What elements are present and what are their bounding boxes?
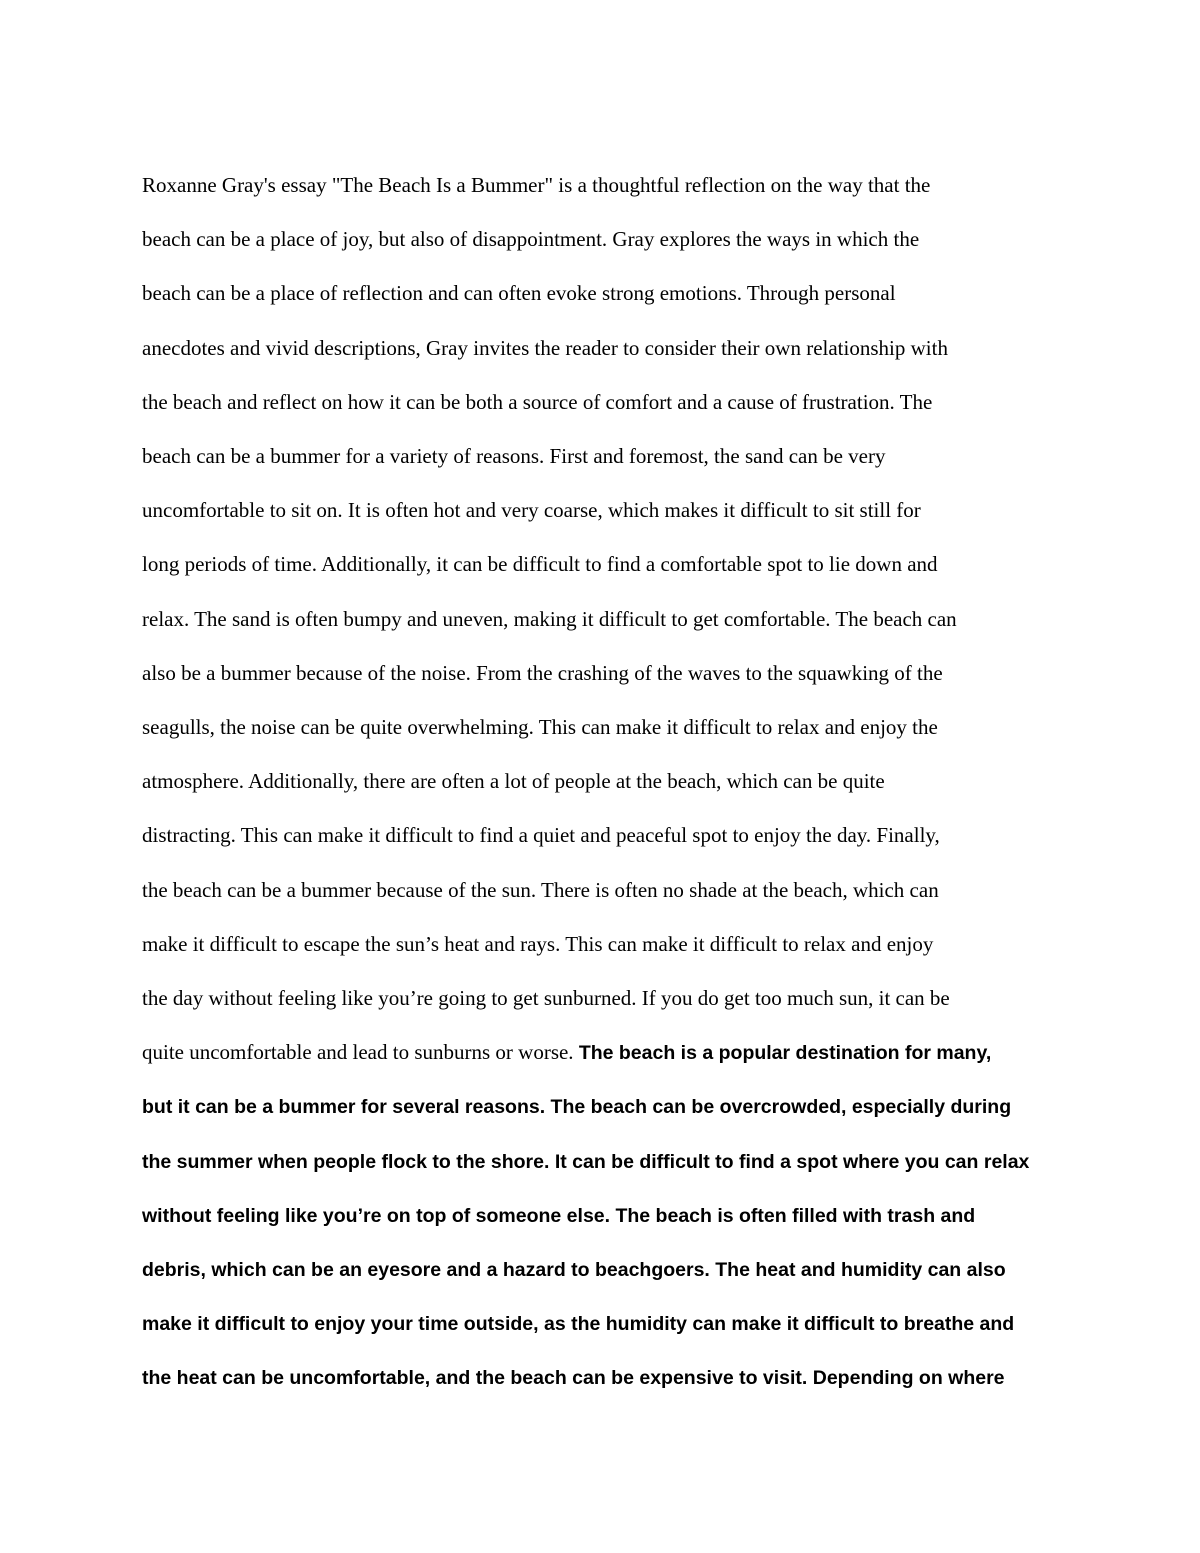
- text-line: [142, 983, 950, 1013]
- text-run: beach can be a place of joy, but also of disappointment. Gray explores the ways in which the: [142, 227, 920, 252]
- text-run: the beach and reflect on how it can be both a source of comfort and a cause of frustration. The: [142, 389, 933, 414]
- text-line: [142, 604, 957, 634]
- text-run: anecdotes and vivid descriptions, Gray invites the reader to consider their own relationship with: [142, 335, 948, 360]
- text-run: Roxanne Gray's essay "The Beach Is a Bummer" is a thoughtful reflection on the way that the: [142, 173, 931, 197]
- text-line: [142, 1200, 975, 1231]
- text-run: atmosphere. Additionally, there are often a lot of people at the beach, which can be quite: [142, 769, 885, 794]
- text-run: make it difficult to escape the sun’s heat and rays. This can make it difficult to relax and enjoy: [142, 931, 934, 956]
- text-line: [142, 1308, 1014, 1339]
- text-run: the beach can be a bummer because of the sun. There is often no shade at the beach, which can: [142, 877, 939, 902]
- text-run: distracting. This can make it difficult to find a quiet and peaceful spot to enjoy the day. Finally,: [142, 823, 940, 848]
- bold-text-run: the heat can be uncomfortable, and the beach can be expensive to visit. Depending on where: [142, 1367, 1005, 1390]
- text-line: [142, 170, 930, 200]
- text-line: [142, 278, 896, 308]
- text-run: uncomfortable to sit on. It is often hot and very coarse, which makes it difficult to sit still for: [142, 498, 921, 523]
- text-line: [142, 712, 938, 742]
- bold-text-run: debris, which can be an eyesore and a hazard to beachgoers. The heat and humidity can also: [142, 1259, 1006, 1281]
- text-line: [142, 387, 932, 417]
- text-line: [142, 820, 940, 850]
- bold-text-run: make it difficult to enjoy your time outside, as the humidity can make it difficult to breathe and: [142, 1313, 1015, 1336]
- bold-text-run: The beach is a popular destination for many,: [578, 1042, 992, 1065]
- text-line: [142, 1254, 1006, 1285]
- text-line: [142, 224, 919, 254]
- bold-text-run: without feeling like you’re on top of someone else. The beach is often filled with trash and: [142, 1204, 976, 1227]
- text-run: also be a bummer because of the noise. From the crashing of the waves to the squawking of the: [142, 660, 943, 685]
- text-line: [142, 875, 939, 905]
- text-run: quite uncomfortable and lead to sunburns or worse.: [142, 1040, 579, 1065]
- text-line: [142, 658, 943, 688]
- bold-text-run: the summer when people flock to the shore. It can be difficult to find a spot where you can relax: [142, 1150, 1030, 1173]
- text-line: [142, 929, 933, 959]
- text-line: [142, 441, 885, 471]
- text-line: [142, 549, 938, 579]
- text-line: [142, 333, 948, 363]
- text-run: beach can be a place of reflection and can often evoke strong emotions. Through personal: [142, 281, 896, 306]
- text-run: seagulls, the noise can be quite overwhelming. This can make it difficult to relax and enjoy the: [142, 715, 938, 739]
- text-line: [142, 1362, 1005, 1393]
- text-run: beach can be a bummer for a variety of reasons. First and foremost, the sand can be very: [142, 444, 886, 468]
- text-line: [142, 1037, 991, 1068]
- text-line: [142, 766, 885, 796]
- text-run: relax. The sand is often bumpy and uneven, making it difficult to get comfortable. The beach can: [142, 606, 957, 631]
- text-line: [142, 495, 921, 525]
- text-run: the day without feeling like you’re going to get sunburned. If you do get too much sun, it can be: [142, 986, 950, 1010]
- text-line: [142, 1091, 1011, 1122]
- text-line: [142, 1146, 1029, 1177]
- text-run: long periods of time. Additionally, it can be difficult to find a comfortable spot to lie down and: [142, 552, 938, 577]
- bold-text-run: but it can be a bummer for several reasons. The beach can be overcrowded, especially during: [142, 1096, 1012, 1119]
